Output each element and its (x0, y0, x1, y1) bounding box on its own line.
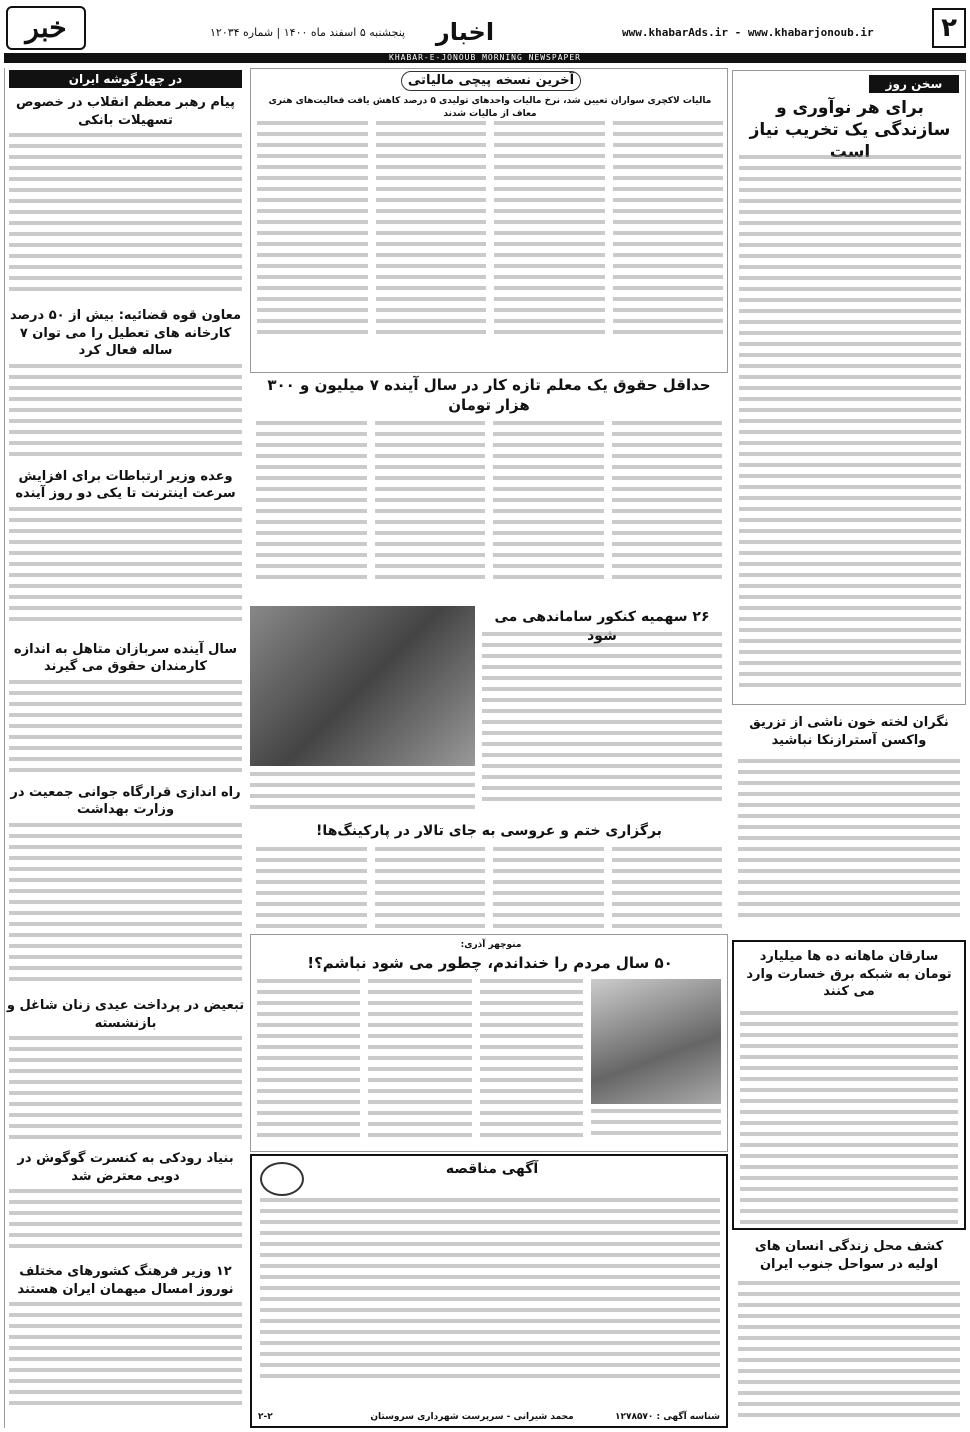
early-humans-story (732, 1236, 966, 1426)
left-story-body (9, 507, 242, 637)
masthead-banner: KHABAR-E-JONOUB MORNING NEWSPAPER (4, 53, 966, 63)
left-story-title: وعده وزیر ارتباطات برای افزایش سرعت اینترنت تا یکی دو روز آینده (15, 468, 236, 502)
teacher-salary-body (256, 421, 722, 621)
interview-body (257, 979, 583, 1147)
tax-story-body (257, 121, 723, 366)
newspaper-logo: خبر (6, 6, 86, 50)
tender-ad-body (260, 1198, 720, 1398)
left-section-label: در چهارگوشه ایران (9, 70, 242, 88)
editorial-body (739, 155, 961, 700)
tender-ad (250, 1154, 728, 1428)
tax-story-label: آخرین نسخه پیچی مالیاتی (401, 71, 581, 91)
left-story-body (9, 823, 242, 993)
left-story-body (9, 1189, 242, 1259)
tender-ad-code: شناسه آگهی : ۱۲۷۸۵۷۰ (614, 1412, 720, 1422)
left-story-title: ۱۲ وزیر فرهنگ کشورهای مختلف نوروز امسال میهمان ایران هستند (17, 1264, 234, 1297)
teacher-salary-title: حداقل حقوق یک معلم تازه کار در سال آینده ۷ میلیون و ۳۰۰ هزار تومان (267, 376, 711, 414)
left-story-title: سال آینده سربازان متاهل به اندازه کارمندان حقوق می گیرند (13, 641, 238, 675)
section-title: اخبار (435, 18, 495, 46)
left-story-title: راه اندازی قرارگاه جوانی جمعیت در وزارت بهداشت (10, 784, 241, 818)
interview-label: منوچهر آذری: (460, 940, 522, 950)
page-number: ۲ (932, 8, 966, 48)
left-story-body (9, 1302, 242, 1412)
azari-photo (591, 979, 721, 1104)
interview-title: ۵۰ سال مردم را خنداندم، چطور می شود نباشم؟! (307, 954, 673, 972)
left-story-title: بنیاد رودکی به کنسرت گوگوش در دوبی معترض شد (17, 1151, 234, 1184)
tax-story-subtitle: مالیات لاکچری سواران تعیین شد، نرخ مالیات واحدهای تولیدی ۵ درصد کاهش یافت فعالیت‌های هنری معاف از مالیات شدند (268, 96, 712, 119)
story-body (738, 1281, 960, 1426)
konkur-body-cont (250, 772, 475, 817)
teacher-salary-story (250, 376, 728, 606)
editorial-column (732, 70, 966, 705)
left-story-body (9, 133, 242, 303)
electricity-theft-story (732, 940, 966, 1230)
municipality-logo (260, 1162, 304, 1196)
ceremony-title: برگزاری ختم و عروسی به جای تالار در پارکینگ‌ها! (316, 823, 662, 839)
tender-ad-label: آگهی مناقصه (445, 1161, 539, 1177)
interview-story (250, 934, 728, 1152)
story-body (738, 759, 960, 929)
left-story-title: پیام رهبر معظم انقلاب در خصوص تسهیلات بانکی (16, 95, 235, 128)
konkur-story (250, 606, 728, 821)
ceremony-body (256, 847, 722, 929)
dateline: پنجشنبه ۵ اسفند ماه ۱۴۰۰ | شماره ۱۲۰۳۴ (210, 26, 406, 39)
astrazeneca-story (732, 712, 966, 937)
editorial-section-label: سخن روز (869, 75, 959, 93)
left-story-body (9, 680, 242, 780)
students-photo (250, 606, 475, 766)
tax-story (250, 68, 728, 373)
left-story-body (9, 1036, 242, 1146)
story-body (740, 1011, 958, 1241)
story-title: کشف محل زندگی انسان های اولیه در سواحل جنوب ایران (754, 1239, 944, 1272)
story-title: سارقان ماهانه ده ها میلیارد تومان به شبکه برق خسارت وارد می کنند (746, 949, 952, 1000)
story-title: نگران لخته خون ناشی از تزریق واکسن آسترازنکا نباشید (749, 715, 949, 748)
left-story-title: معاون قوه قضائیه: بیش از ۵۰ درصد کارخانه های تعطیل را می توان ۷ ساله فعال کرد (9, 308, 242, 359)
editorial-title: برای هر نوآوری و سازندگی یک تخریب نیاز است (749, 98, 951, 163)
left-story-title: تبعیض در پرداخت عیدی زنان شاغل و بازنشسته (6, 998, 245, 1031)
tender-ad-page-ref: ۲-۲ (258, 1412, 273, 1422)
website-url[interactable]: www.khabarAds.ir - www.khabarjonoub.ir (622, 26, 874, 39)
konkur-title: ۲۶ سهمیه کنکور ساماندهی می شود (494, 609, 710, 644)
left-story-body (9, 364, 242, 464)
ceremony-parking-story (250, 822, 728, 932)
tender-ad-signature: محمد شیرانی - سرپرست شهرداری سروستان (370, 1412, 574, 1422)
konkur-body (482, 632, 722, 817)
left-column (4, 68, 246, 1428)
interview-body-cont (591, 1109, 721, 1147)
